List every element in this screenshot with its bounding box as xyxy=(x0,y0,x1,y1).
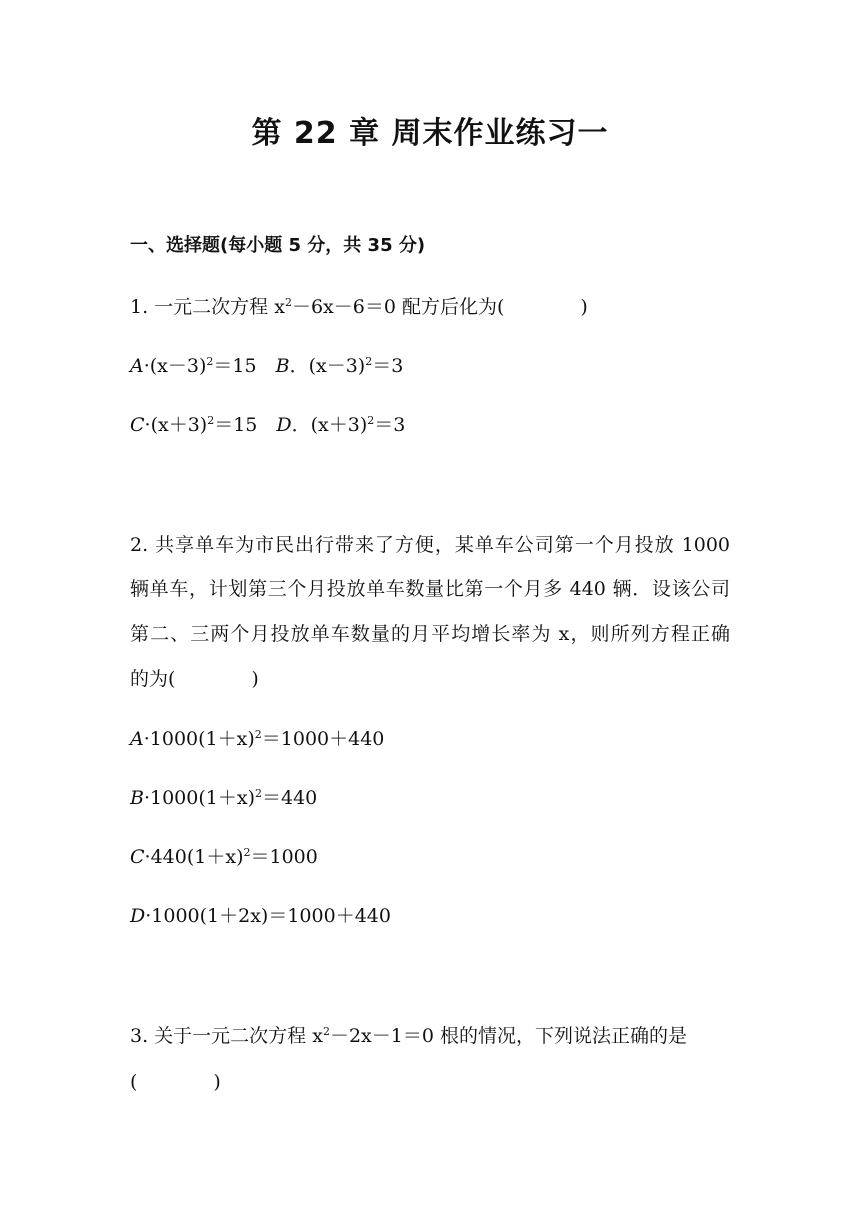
question-3-line-2: ( ) xyxy=(130,1071,221,1093)
option-c-text-end: ＝15 xyxy=(214,414,277,436)
question-2-option-b xyxy=(130,784,317,812)
option-a-letter: A xyxy=(130,728,144,750)
page-title: 第 22 章 周末作业练习一 xyxy=(251,116,609,151)
option-d-letter: D xyxy=(276,414,292,436)
option-b-text-end: ＝440 xyxy=(262,787,318,809)
question-1-options-ab xyxy=(130,352,403,380)
option-d-text: ·1000(1＋2x)＝1000＋440 xyxy=(145,905,391,927)
superscript: 2 xyxy=(365,355,373,368)
question-3-stem-text-end: －2x－1＝0 根的情况，下列说法正确的是 xyxy=(329,1025,687,1047)
question-3-line-1 xyxy=(130,1022,687,1050)
option-d-text: ．(x＋3) xyxy=(291,414,368,436)
option-c-letter: C xyxy=(130,846,145,868)
superscript: 2 xyxy=(284,296,292,309)
superscript: 2 xyxy=(367,414,375,427)
question-2-line-2: 辆单车，计划第三个月投放单车数量比第一个月多 440 辆．设该公司 xyxy=(130,578,730,600)
option-d-letter: D xyxy=(130,905,146,927)
option-c-text: ·(x＋3) xyxy=(144,414,208,436)
question-1-stem xyxy=(130,293,588,321)
superscript: 2 xyxy=(206,355,214,368)
question-2-line-3: 第二、三两个月投放单车数量的月平均增长率为 x，则所列方程正确 xyxy=(130,623,730,645)
option-a-text: ·(x－3) xyxy=(143,355,207,377)
option-a-text: ·1000(1＋x) xyxy=(143,728,255,750)
option-b-text-end: ＝3 xyxy=(372,355,404,377)
option-a-letter: A xyxy=(130,355,144,377)
option-c-text: ·440(1＋x) xyxy=(144,846,244,868)
question-2-option-c xyxy=(130,843,318,871)
section-heading: 一、选择题(每小题 5 分，共 35 分) xyxy=(130,235,426,256)
option-d-text-end: ＝3 xyxy=(374,414,406,436)
option-c-letter: C xyxy=(130,414,145,436)
option-b-letter: B xyxy=(275,355,290,377)
question-2-option-a xyxy=(130,725,384,753)
question-2-option-d xyxy=(130,902,391,930)
question-2-line-4: 的为( ) xyxy=(130,668,259,690)
superscript: 2 xyxy=(207,414,215,427)
question-1-stem-text: 1. 一元二次方程 x xyxy=(130,296,285,318)
option-b-text: ·1000(1＋x) xyxy=(143,787,255,809)
superscript: 2 xyxy=(254,728,262,741)
superscript: 2 xyxy=(322,1025,330,1038)
option-a-text-end: ＝15 xyxy=(213,355,276,377)
question-1-stem-text-end: －6x－6＝0 配方后化为( ) xyxy=(291,296,588,318)
option-c-text-end: ＝1000 xyxy=(250,846,318,868)
superscript: 2 xyxy=(243,846,251,859)
option-b-text: ．(x－3) xyxy=(289,355,366,377)
superscript: 2 xyxy=(255,787,262,800)
question-1-options-cd xyxy=(130,411,405,439)
question-2-line-1: 2. 共享单车为市民出行带来了方便，某单车公司第一个月投放 1000 xyxy=(130,534,730,556)
question-3-stem-text: 3. 关于一元二次方程 x xyxy=(130,1025,323,1047)
option-a-text-end: ＝1000＋440 xyxy=(261,728,385,750)
option-b-letter: B xyxy=(130,787,144,809)
